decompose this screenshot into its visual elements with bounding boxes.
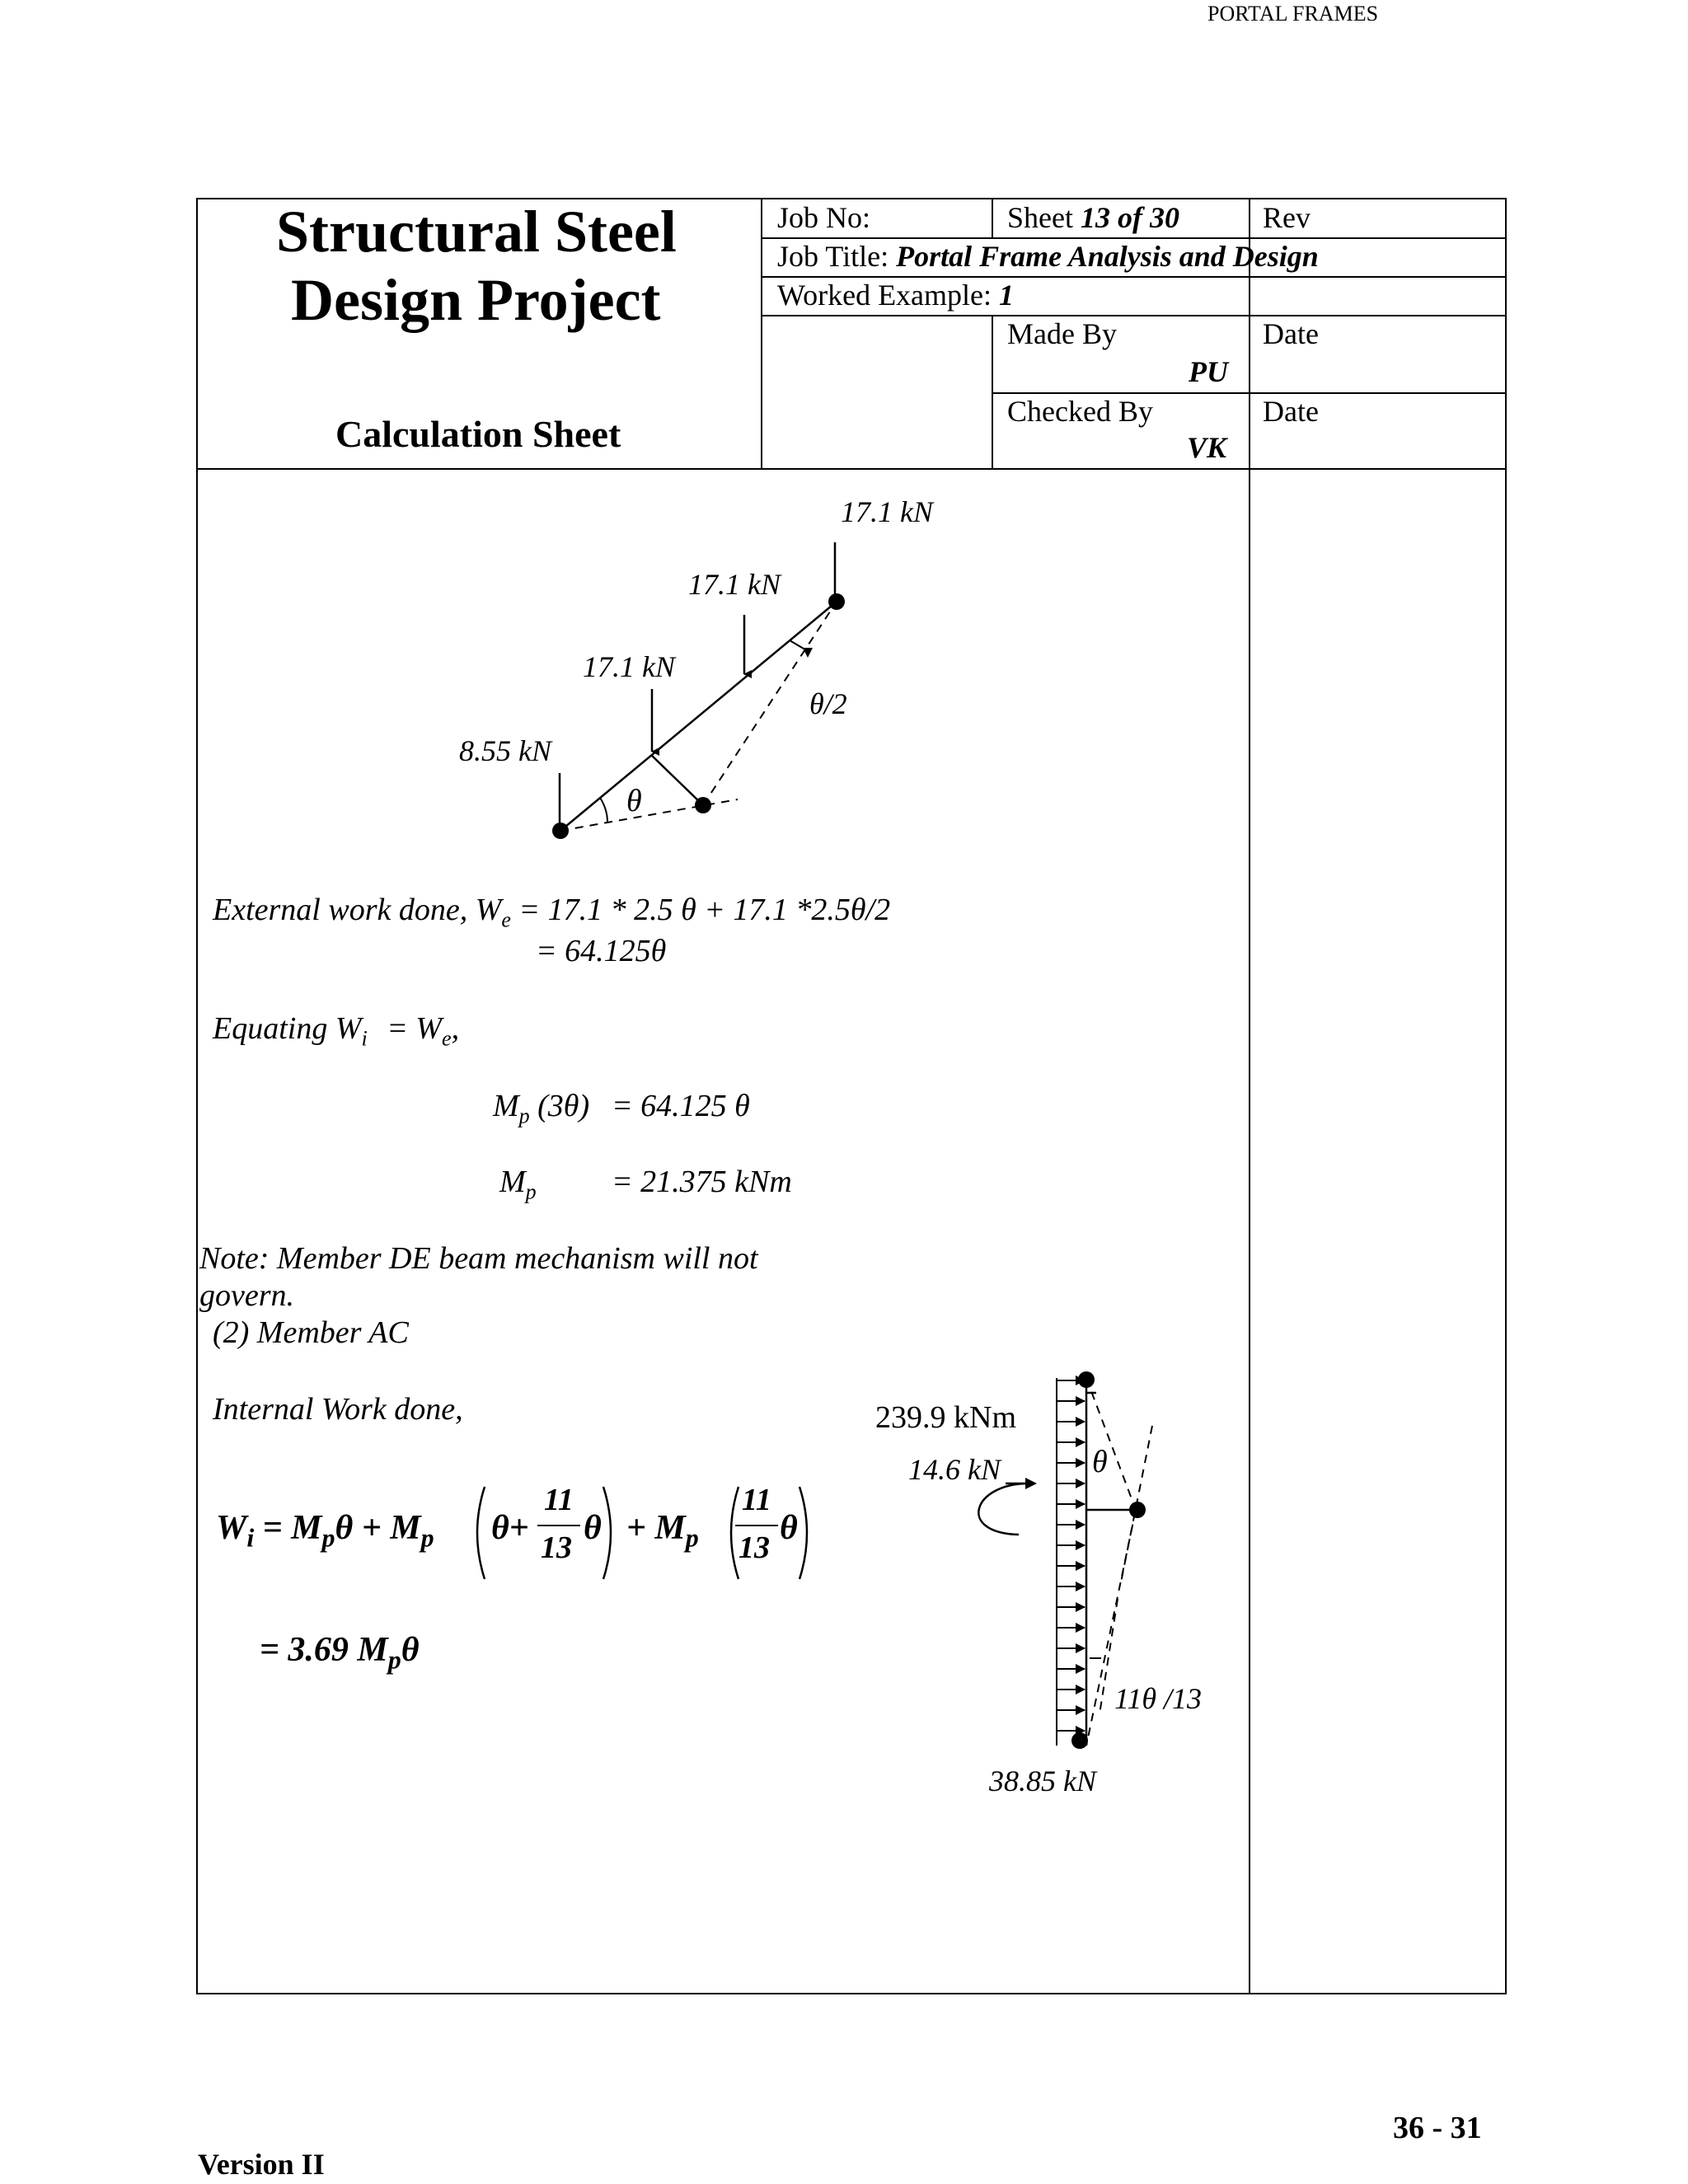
- frac1-theta: θ: [584, 1509, 602, 1547]
- wi-result-text: = 3.69 M: [260, 1631, 388, 1669]
- made-by-value: PU: [1189, 355, 1228, 388]
- mp-equation-2-rhs: = 21.375 kNm: [612, 1165, 792, 1199]
- moment-value: 239.9 kNm: [875, 1400, 1016, 1435]
- internal-work-label: Internal Work done,: [213, 1392, 463, 1427]
- made-by-label: Made By: [1007, 317, 1117, 350]
- equating-mid: = W: [378, 1011, 443, 1046]
- equating-sub-e: e: [442, 1026, 452, 1051]
- running-header: PORTAL FRAMES: [1207, 2, 1379, 26]
- frac2-den: 13: [738, 1530, 770, 1565]
- load-label-mid: 17.1 kN: [688, 568, 781, 601]
- worked-example-label: Worked Example:: [777, 279, 992, 312]
- equating-prefix: Equating W: [213, 1011, 362, 1046]
- checked-date-label: Date: [1263, 395, 1319, 428]
- mp-sub: p: [518, 1104, 530, 1128]
- frac2-theta: θ: [780, 1509, 798, 1547]
- plus-mp: + $M_p$: [626, 1509, 699, 1553]
- horizontal-load-label: 14.6 kN: [908, 1453, 1001, 1486]
- mp-equation-1-rhs: = 64.125 θ: [612, 1089, 750, 1123]
- udl-arrows: [1057, 1380, 1085, 1731]
- equating-sub-i: i: [361, 1026, 368, 1051]
- job-no-label: Job No:: [777, 201, 871, 234]
- project-title-line1: Structural Steel: [276, 199, 677, 265]
- mp-3theta: (3θ): [529, 1089, 590, 1123]
- column-angle-label: θ: [1092, 1445, 1108, 1479]
- note-line-1: Note: Member DE beam mechanism will not: [199, 1241, 758, 1276]
- sheet-type: Calculation Sheet: [335, 413, 621, 455]
- version-label: Version II: [198, 2148, 325, 2181]
- load-label-low: 17.1 kN: [583, 650, 675, 683]
- column-angle-ratio: 11θ /13: [1114, 1682, 1203, 1715]
- job-title-value: Portal Frame Analysis and Design: [896, 240, 1319, 273]
- wi-result-sub: p: [387, 1644, 401, 1675]
- load-label-end: 8.55 kN: [459, 734, 551, 767]
- checked-by-value: VK: [1187, 431, 1227, 464]
- worked-example-value: 1: [999, 279, 1015, 312]
- page-number: 36 - 31: [1393, 2111, 1482, 2145]
- we-sub: e: [501, 907, 511, 932]
- note-line-2: govern.: [199, 1278, 295, 1313]
- mp-symbol: M: [493, 1089, 519, 1123]
- theta-plus: θ+: [491, 1509, 529, 1547]
- made-date-label: Date: [1263, 317, 1319, 350]
- frac1-num: 11: [544, 1483, 574, 1517]
- project-title-line2: Design Project: [291, 267, 661, 333]
- checked-by-label: Checked By: [1007, 395, 1153, 428]
- external-work-result: = 64.125θ: [536, 934, 667, 968]
- moment-label: [875, 1399, 1016, 1436]
- frac2-num: 11: [742, 1483, 771, 1517]
- load-label-top: 17.1 kN: [841, 495, 933, 528]
- job-title-label: Job Title:: [777, 240, 889, 273]
- sheet-value: 13 of 30: [1080, 201, 1179, 234]
- half-angle-label: θ/2: [809, 687, 847, 720]
- rev-label: Rev: [1263, 201, 1311, 234]
- moment-arrow: [978, 1483, 1029, 1535]
- mp-sub-2: p: [525, 1179, 537, 1204]
- equating-suffix: ,: [451, 1011, 460, 1046]
- sheet-label: Sheet: [1007, 201, 1073, 234]
- angle-label: θ: [626, 784, 642, 818]
- base-load-label: 38.85 kN: [989, 1765, 1096, 1797]
- wi-result-theta: θ: [401, 1631, 420, 1669]
- member-ac-heading: (2) Member AC: [213, 1315, 409, 1350]
- mp-symbol-2: M: [499, 1165, 526, 1199]
- wi-left: $W_i = M_p\theta + M_p$: [216, 1509, 434, 1553]
- frac1-den: 13: [541, 1530, 572, 1565]
- we-label: External work done, W: [213, 893, 502, 927]
- we-expr: = 17.1 * 2.5 θ + 17.1 *2.5θ/2: [510, 893, 891, 927]
